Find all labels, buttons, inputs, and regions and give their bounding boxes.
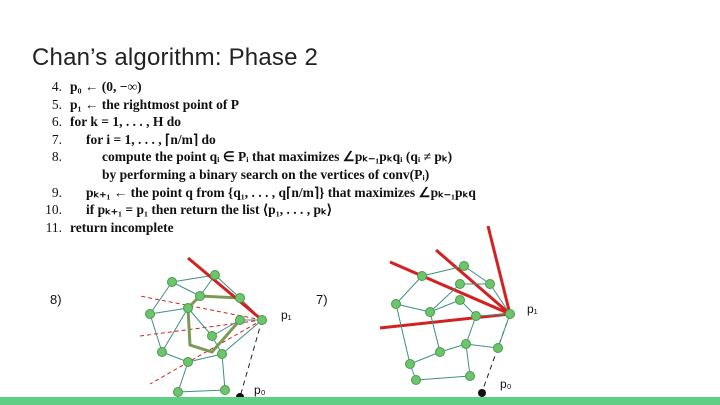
- line-number: 10.: [45, 202, 62, 218]
- hull-edges-red: [380, 226, 510, 328]
- line-text: p₀ ← (0, −∞): [70, 79, 142, 94]
- line-text: pₖ₊₁ ← the point q from {q₁, . . . , q⌈n/m⌉} that maximizes ∠pₖ₋₁pₖq: [86, 184, 476, 200]
- p0-label-right: p₀: [500, 377, 512, 391]
- step-8-label: 8): [50, 292, 62, 307]
- step-7-label: 7): [316, 292, 328, 307]
- line-text: for k = 1, . . . , H do: [70, 114, 181, 130]
- line-number: 7.: [51, 131, 62, 147]
- p0-label-left: p₀: [254, 383, 266, 397]
- line-text: p₁ ← the rightmost point of P: [70, 96, 240, 112]
- slide-title: Chan’s algorithm: Phase 2: [32, 44, 319, 71]
- line-text: return incomplete: [70, 219, 174, 235]
- line-number: 6.: [51, 114, 62, 130]
- line-number: 4.: [51, 79, 62, 94]
- line-number: 8.: [51, 149, 62, 165]
- line-number: 9.: [51, 184, 62, 200]
- line-number: 11.: [45, 219, 62, 235]
- line-number: 5.: [51, 96, 62, 112]
- line-text: compute the point qᵢ ∈ Pᵢ that maximizes ∠pₖ₋₁pₖqᵢ (qᵢ ≠ pₖ): [102, 149, 453, 165]
- line-text: if pₖ₊₁ = p₁ then return the list ⟨p₁, . . . , pₖ⟩: [86, 202, 333, 218]
- p1-label-left: p₁: [281, 308, 292, 322]
- p1-label-right: p₁: [527, 302, 538, 316]
- line-text: by performing a binary search on the vertices of conv(Pᵢ): [102, 166, 430, 182]
- p0-point: [478, 389, 486, 397]
- graph-nodes: [392, 262, 515, 385]
- line-text: for i = 1, . . . , ⌈n/m⌉ do: [86, 131, 216, 147]
- bottom-accent-bar: [0, 397, 720, 405]
